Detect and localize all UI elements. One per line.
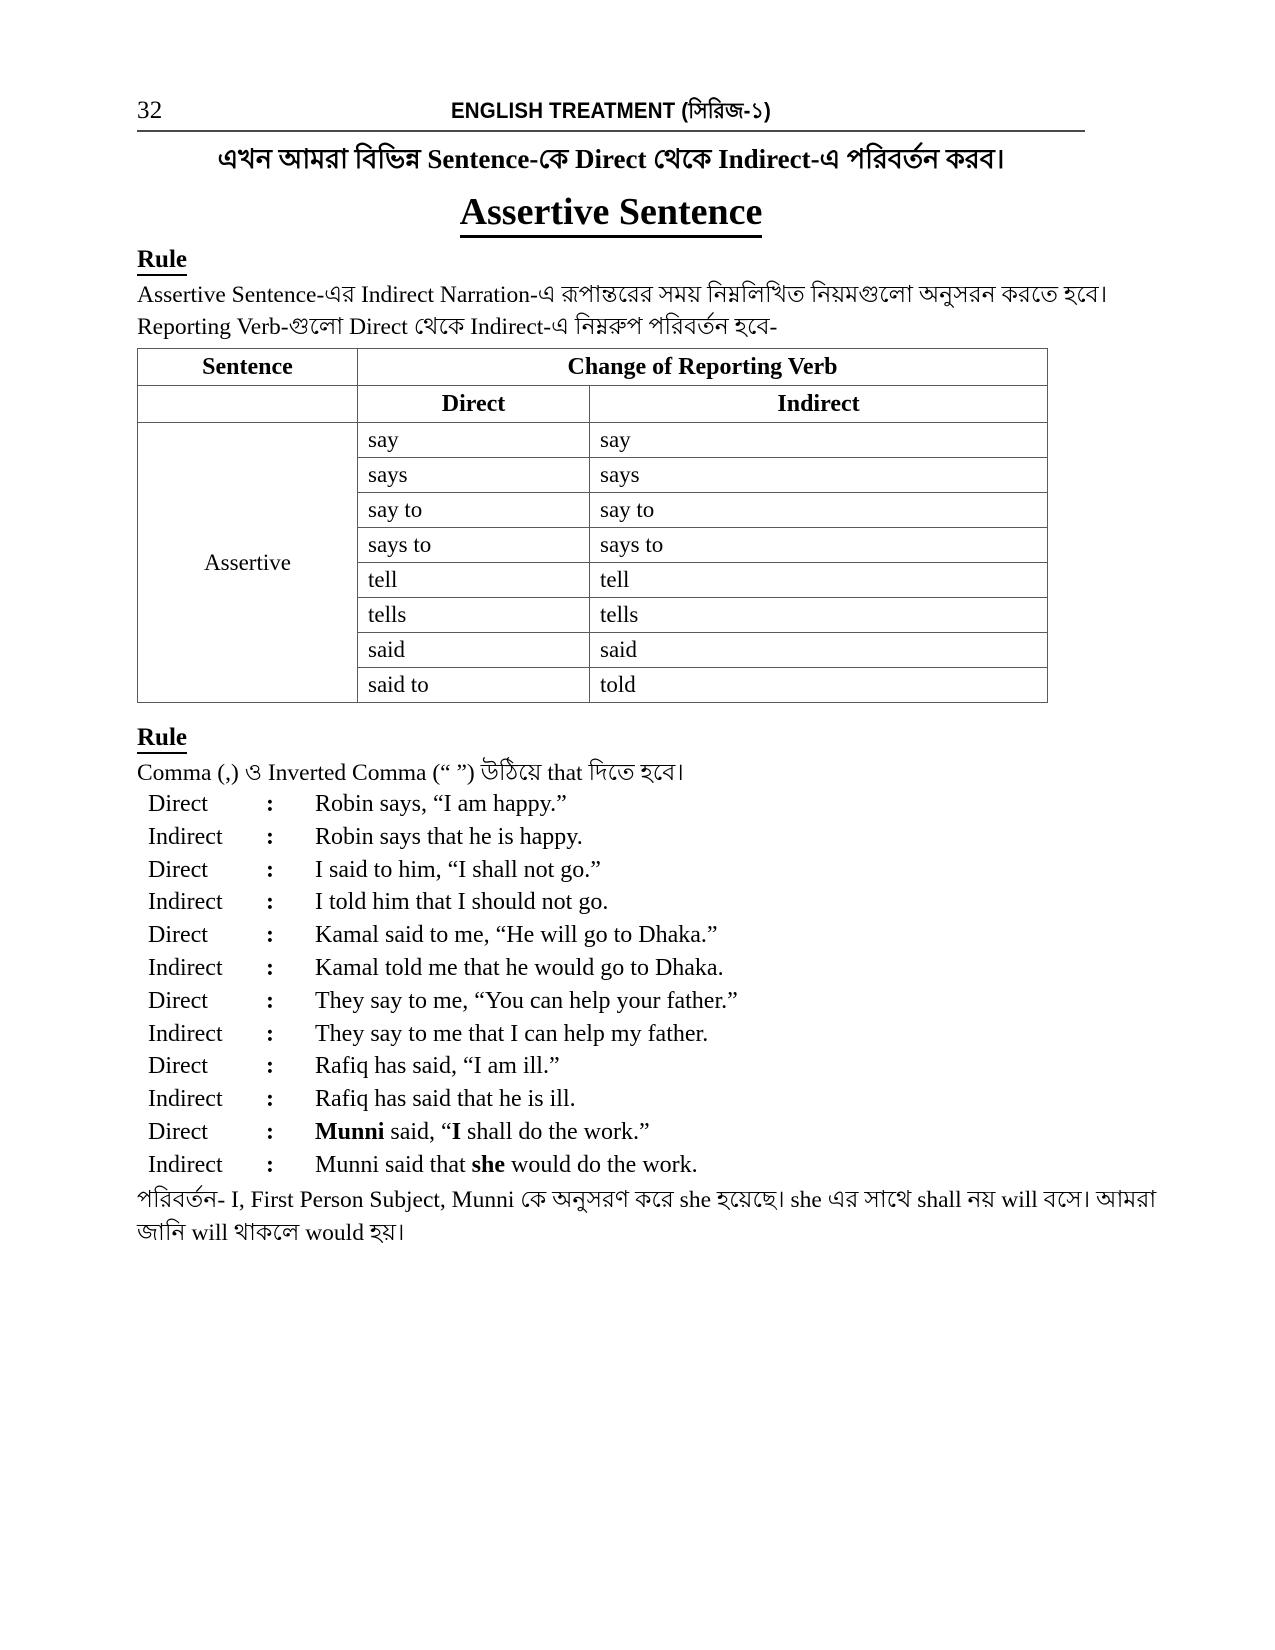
table-cell-direct: said (358, 633, 590, 668)
example-colon: : (266, 791, 274, 817)
table-cell-indirect: says to (590, 528, 1048, 563)
table-header-blank (138, 386, 358, 423)
example-colon: : (266, 1020, 274, 1047)
example-type-label: Direct (148, 1118, 208, 1145)
header-divider (137, 130, 1085, 132)
example-type-label: Indirect (148, 823, 223, 850)
example-row (148, 854, 1088, 887)
table-cell-indirect: tell (590, 563, 1048, 598)
table-cell-indirect: say to (590, 493, 1048, 528)
intro-line: এখন আমরা বিভিন্ন Sentence-কে Direct থেকে Indirect-এ পরিবর্তন করব। (217, 144, 1005, 174)
example-colon: : (266, 823, 274, 850)
table-cell-direct: said to (358, 668, 590, 703)
example-row (148, 821, 1088, 854)
table-cell-direct: says to (358, 528, 590, 563)
example-row (148, 919, 1088, 952)
example-row (148, 1050, 1088, 1083)
example-colon: : (266, 987, 274, 1014)
table-cell-indirect: says (590, 458, 1048, 493)
example-row (148, 1149, 1088, 1182)
example-colon: : (266, 1118, 274, 1145)
example-colon: : (266, 922, 274, 949)
example-type-label: Direct (148, 987, 208, 1014)
example-type-label: Direct (148, 856, 208, 883)
example-row (148, 886, 1088, 919)
table-header-row-1 (138, 349, 1048, 386)
examples-list (148, 788, 1088, 1182)
rule-heading-one-text: Rule (137, 246, 187, 276)
table-header-change: Change of Reporting Verb (358, 349, 1048, 386)
example-row (148, 1116, 1088, 1149)
book-title: ENGLISH TREATMENT (সিরিজ-১) (450, 98, 772, 123)
table-cell-direct: say to (358, 493, 590, 528)
table-header-sentence: Sentence (138, 349, 358, 386)
conversion-note-line-1: পরিবর্তন- I, First Person Subject, Munni কে অনুসরণ করে she হয়েছে। she এর সাথে shall নয় will বসে। আমরা (137, 1187, 1157, 1213)
example-sentence: Munni said that she would do the work. (315, 1151, 698, 1178)
rule-heading-two (137, 723, 187, 753)
example-sentence: Rafiq has said, “I am ill.” (315, 1053, 560, 1080)
example-sentence: Munni said, “I shall do the work.” (315, 1118, 650, 1145)
example-type-label: Direct (148, 791, 208, 817)
example-row (148, 985, 1088, 1018)
table-row (138, 423, 1048, 458)
example-sentence: Robin says, “I am happy.” (315, 791, 567, 817)
rule-heading-two-text: Rule (137, 724, 187, 754)
rule-one-line-1: Assertive Sentence-এর Indirect Narration-এ রূপান্তরের সময় নিম্নলিখিত নিয়মগুলো অনুসরন করতে হবে। (137, 282, 1108, 308)
rule-one-line-2: Reporting Verb-গুলো Direct থেকে Indirect-এ নিম্নরুপ পরিবর্তন হবে- (137, 314, 778, 340)
table-header-indirect: Indirect (590, 386, 1048, 423)
table-cell-indirect: say (590, 423, 1048, 458)
table-header-row-2 (138, 386, 1048, 423)
example-type-label: Indirect (148, 954, 223, 981)
example-colon: : (266, 954, 274, 981)
example-colon: : (266, 1086, 274, 1113)
table-header-direct: Direct (358, 386, 590, 423)
table-cell-indirect: told (590, 668, 1048, 703)
running-header (137, 96, 1085, 134)
example-type-label: Indirect (148, 889, 223, 916)
example-sentence: I said to him, “I shall not go.” (315, 856, 601, 883)
example-colon: : (266, 889, 274, 916)
example-colon: : (266, 856, 274, 883)
example-type-label: Direct (148, 1053, 208, 1080)
example-sentence: Rafiq has said that he is ill. (315, 1086, 576, 1113)
table-cell-direct: says (358, 458, 590, 493)
page-title (137, 188, 1085, 236)
table-cell-indirect: said (590, 633, 1048, 668)
example-sentence: They say to me that I can help my father. (315, 1020, 709, 1047)
conversion-note-line-2: জানি will থাকলে would হয়। (137, 1220, 405, 1246)
example-type-label: Indirect (148, 1086, 223, 1113)
example-sentence: They say to me, “You can help your father.” (315, 987, 738, 1014)
example-type-label: Direct (148, 922, 208, 949)
example-sentence: I told him that I should not go. (315, 889, 609, 916)
example-row (148, 1083, 1088, 1116)
example-type-label: Indirect (148, 1151, 223, 1178)
rule-two-line-1: Comma (,) ও Inverted Comma (“ ”) উঠিয়ে that দিতে হবে। (137, 760, 684, 786)
rule-heading-one (137, 245, 187, 275)
example-colon: : (266, 1053, 274, 1080)
table-cell-sentence-type: Assertive (138, 423, 358, 703)
reporting-verb-table (137, 348, 1048, 703)
example-type-label: Indirect (148, 1020, 223, 1047)
example-sentence: Kamal told me that he would go to Dhaka. (315, 954, 724, 981)
page-title-text: Assertive Sentence (460, 191, 763, 238)
table-cell-direct: say (358, 423, 590, 458)
table-cell-direct: tell (358, 563, 590, 598)
table-cell-indirect: tells (590, 598, 1048, 633)
table-cell-direct: tells (358, 598, 590, 633)
example-sentence: Kamal said to me, “He will go to Dhaka.” (315, 922, 718, 949)
conversion-note (137, 1184, 1157, 1250)
example-row (148, 1018, 1088, 1051)
example-colon: : (266, 1151, 274, 1178)
page-number: 32 (137, 97, 163, 124)
example-row (148, 952, 1088, 985)
example-sentence: Robin says that he is happy. (315, 823, 583, 850)
example-row (148, 788, 1088, 821)
